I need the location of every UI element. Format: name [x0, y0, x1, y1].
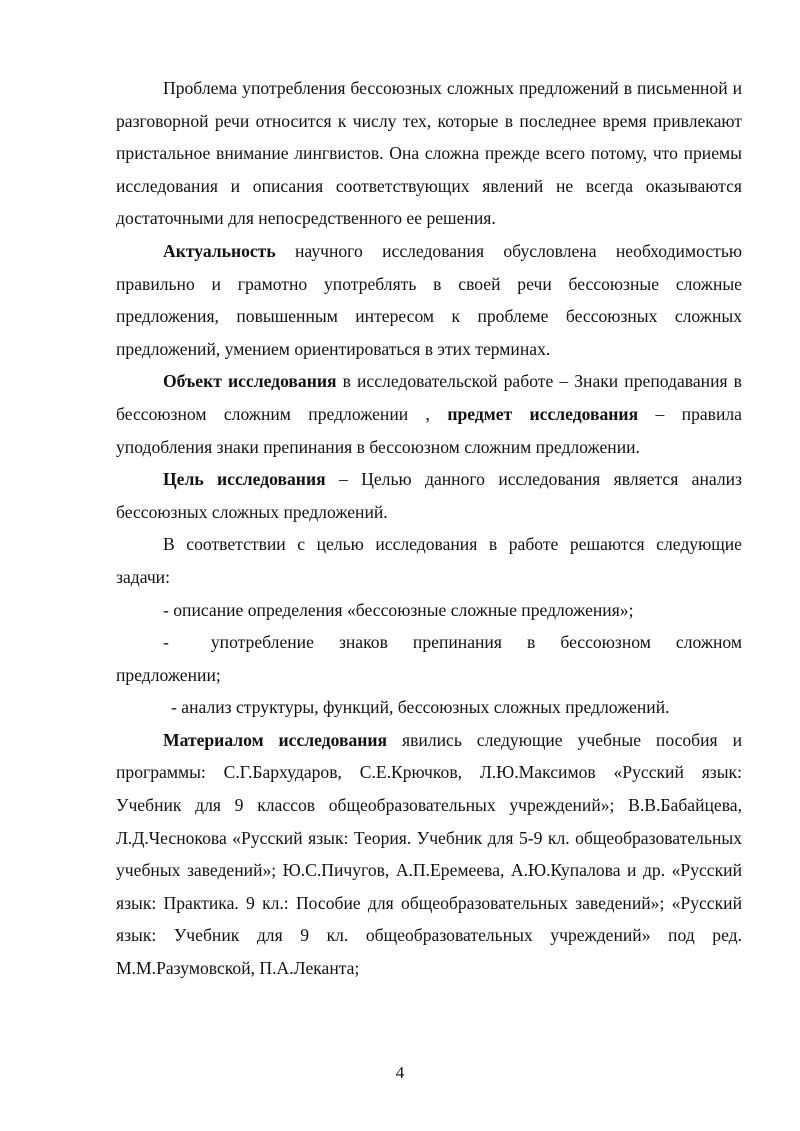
material-paragraph — [116, 724, 742, 985]
relevance-text: научного исследования обусловлена необходимостью правильно и грамотно употреблять в своей речи бессоюзные сложные предложения, повышенным интересом к проблеме бессоюзных сложных предложений, умением ориентироваться в этих терминах. — [116, 240, 742, 359]
goal-heading: Цель исследования — [163, 469, 326, 490]
relevance-paragraph — [116, 235, 742, 365]
intro-paragraph: Проблема употребления бессоюзных сложных предложений в письменной и разговорной речи относится к числу тех, которые в последнее время привлекают пристальное внимание лингвистов. Она сложна прежде всего потому, что приемы исследования и описания соответствующих явлений не всегда оказываются достаточными для непосредственного ее решения. — [116, 78, 742, 229]
object-paragraph — [116, 365, 742, 463]
tasks-intro-paragraph: В соответствии с целью исследования в работе решаются следующие задачи: — [116, 534, 742, 587]
task-item-3: - анализ структуры, функций, бессоюзных сложных предложений. — [171, 697, 670, 718]
task-item-2-dash: - — [163, 632, 169, 653]
page-number: 4 — [395, 1063, 405, 1082]
relevance-heading: Актуальность — [163, 240, 276, 261]
material-heading: Материалом исследования — [163, 729, 388, 750]
subject-heading: предмет исследования — [447, 403, 639, 424]
subject-text: – правила уподобления знаки препинания в бессоюзном сложним предложении. — [116, 403, 742, 457]
material-text: явились следующие учебные пособия и программы: С.Г.Бархударов, С.Е.Крючков, Л.Ю.Максимов «Русский язык: Учебник для 9 классов общеобразовательных учреждений»; В.В.Бабайцева, Л.Д.Чеснокова «Русский язык: Теория. Учебник для 5-9 кл. общеобразовательных учебных заведений»; Ю.С.Пичугов, А.П.Еремеева, А.Ю.Купалова и др. «Русский язык: Практика. 9 кл.: Пособие для общеобразовательных заведений»; «Русский язык: Учебник для 9 кл. общеобразовательных учреждений» под ред. М.М.Разумовской, П.А.Леканта; — [116, 729, 742, 979]
task-item-2 — [116, 626, 742, 691]
goal-text: – Целью данного исследования является анализ бессоюзных сложных предложений. — [116, 469, 743, 522]
document-page — [116, 72, 742, 985]
object-text: в исследовательской работе – Знаки преподавания в бессоюзном сложним предложении , — [116, 371, 742, 424]
task-item-2-text: употребление знаков препинания в бессоюзном сложном предложении; — [116, 632, 742, 685]
task-item-1: - описание определения «бессоюзные сложные предложения»; — [163, 599, 634, 620]
object-heading: Объект исследования — [163, 371, 337, 392]
goal-paragraph — [116, 463, 742, 528]
